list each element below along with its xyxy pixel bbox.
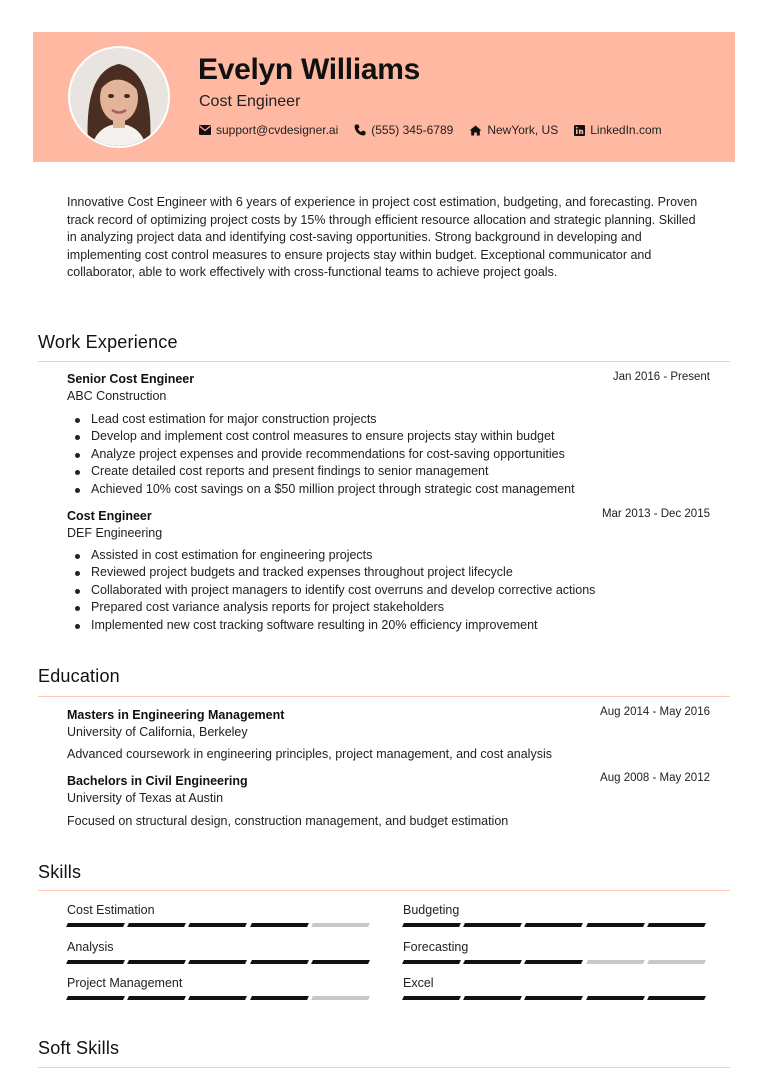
list-item: Develop and implement cost control measures to ensure projects stay within budget bbox=[73, 428, 575, 445]
section-divider bbox=[38, 361, 730, 362]
job-bullets bbox=[73, 547, 595, 634]
skill-label: Forecasting bbox=[403, 940, 469, 954]
skill-level-empty bbox=[311, 996, 370, 1000]
degree-title: Masters in Engineering Management bbox=[67, 708, 285, 722]
skill-label: Budgeting bbox=[403, 903, 460, 917]
skill-level-filled bbox=[647, 923, 706, 927]
list-item: Implemented new cost tracking software resulting in 20% efficiency improvement bbox=[73, 617, 595, 634]
skill-level-filled bbox=[250, 923, 309, 927]
skill-level-empty bbox=[647, 960, 706, 964]
contact-email-text: support@cvdesigner.ai bbox=[216, 123, 339, 137]
contact-phone[interactable] bbox=[354, 123, 453, 137]
skill-level-empty bbox=[586, 960, 645, 964]
section-divider bbox=[38, 890, 730, 891]
skill-level-filled bbox=[524, 996, 583, 1000]
contact-email[interactable] bbox=[199, 123, 338, 137]
linkedin-icon bbox=[574, 125, 585, 136]
section-divider bbox=[38, 696, 730, 697]
skill-level-filled bbox=[524, 923, 583, 927]
job-title: Senior Cost Engineer bbox=[67, 372, 195, 386]
job-dates: Jan 2016 - Present bbox=[612, 371, 710, 383]
skill-level-filled bbox=[127, 996, 186, 1000]
skill-bar bbox=[403, 960, 709, 964]
contact-location bbox=[469, 123, 558, 137]
skill-label: Project Management bbox=[67, 976, 183, 990]
skill-level-filled bbox=[66, 996, 125, 1000]
skill-level-filled bbox=[127, 960, 186, 964]
list-item: Lead cost estimation for major construction projects bbox=[73, 411, 575, 428]
profile-summary: Innovative Cost Engineer with 6 years of experience in project cost estimation, budgeting, and forecasting. Proven track record of optimizing project costs by 15% through efficient resource allocation and strategic planning. Skilled in analyzing project data and identifying cost-saving opportunities. Strong background in developing and implementing cost control measures to ensure projects stay within budget. Exceptional communicator and collaborator, able to work effectively with cross-functional teams to achieve project goals. bbox=[67, 195, 698, 280]
skill-level-filled bbox=[188, 923, 247, 927]
skill-bar bbox=[67, 960, 373, 964]
skill-label: Cost Estimation bbox=[67, 903, 155, 917]
contact-list bbox=[199, 122, 678, 138]
skill-level-filled bbox=[463, 923, 522, 927]
skill-item bbox=[67, 939, 373, 964]
skill-bar bbox=[403, 923, 709, 927]
candidate-title: Cost Engineer bbox=[199, 93, 301, 110]
skill-level-filled bbox=[463, 996, 522, 1000]
list-item: Prepared cost variance analysis reports for project stakeholders bbox=[73, 599, 595, 616]
skill-level-filled bbox=[127, 923, 186, 927]
skill-level-filled bbox=[463, 960, 522, 964]
section-title-skills: Skills bbox=[38, 862, 82, 882]
job-company: ABC Construction bbox=[67, 389, 167, 403]
degree-dates: Aug 2014 - May 2016 bbox=[600, 706, 710, 718]
contact-linkedin-text: LinkedIn.com bbox=[590, 123, 662, 137]
skill-bar bbox=[67, 923, 373, 927]
skill-level-filled bbox=[66, 923, 125, 927]
skill-level-filled bbox=[586, 996, 645, 1000]
job-bullets bbox=[73, 411, 575, 498]
degree-description: Focused on structural design, construction management, and budget estimation bbox=[67, 814, 509, 828]
skill-item bbox=[403, 975, 709, 1000]
skill-level-filled bbox=[250, 996, 309, 1000]
degree-title: Bachelors in Civil Engineering bbox=[67, 774, 248, 788]
job-title: Cost Engineer bbox=[67, 509, 152, 523]
skill-label: Analysis bbox=[67, 940, 114, 954]
contact-linkedin[interactable] bbox=[574, 123, 661, 137]
skill-level-empty bbox=[311, 923, 370, 927]
list-item: Achieved 10% cost savings on a $50 million project through strategic cost management bbox=[73, 481, 575, 498]
contact-location-text: NewYork, US bbox=[487, 123, 559, 137]
skill-level-filled bbox=[402, 923, 461, 927]
candidate-name: Evelyn Williams bbox=[198, 53, 420, 86]
skill-item bbox=[403, 902, 709, 927]
degree-dates: Aug 2008 - May 2012 bbox=[600, 772, 710, 784]
section-divider bbox=[38, 1067, 730, 1068]
skill-level-filled bbox=[250, 960, 309, 964]
job-dates: Mar 2013 - Dec 2015 bbox=[601, 508, 710, 520]
skill-level-filled bbox=[586, 923, 645, 927]
list-item: Create detailed cost reports and present findings to senior management bbox=[73, 463, 575, 480]
envelope-icon bbox=[199, 125, 211, 135]
phone-icon bbox=[354, 124, 366, 136]
skill-level-filled bbox=[188, 960, 247, 964]
school-name: University of California, Berkeley bbox=[67, 725, 248, 739]
skill-item bbox=[67, 902, 373, 927]
section-title-education: Education bbox=[38, 666, 120, 686]
skill-label: Excel bbox=[403, 976, 434, 990]
skill-bar bbox=[403, 996, 709, 1000]
skill-bar bbox=[67, 996, 373, 1000]
list-item: Reviewed project budgets and tracked expenses throughout project lifecycle bbox=[73, 564, 595, 581]
skill-level-filled bbox=[402, 960, 461, 964]
job-company: DEF Engineering bbox=[67, 526, 163, 540]
list-item: Collaborated with project managers to identify cost overruns and develop corrective actions bbox=[73, 582, 595, 599]
skill-level-filled bbox=[647, 996, 706, 1000]
skill-item bbox=[67, 975, 373, 1000]
skill-level-filled bbox=[402, 996, 461, 1000]
school-name: University of Texas at Austin bbox=[67, 791, 224, 805]
skill-level-filled bbox=[66, 960, 125, 964]
contact-phone-text: (555) 345-6789 bbox=[371, 123, 454, 137]
section-title-soft-skills: Soft Skills bbox=[38, 1038, 120, 1058]
portrait-image bbox=[70, 48, 168, 146]
list-item: Analyze project expenses and provide recommendations for cost-saving opportunities bbox=[73, 446, 575, 463]
home-icon bbox=[469, 125, 482, 136]
list-item: Assisted in cost estimation for engineering projects bbox=[73, 547, 595, 564]
skill-level-filled bbox=[188, 996, 247, 1000]
skill-level-filled bbox=[311, 960, 370, 964]
skill-level-filled bbox=[524, 960, 583, 964]
section-title-work: Work Experience bbox=[38, 332, 178, 352]
skill-item bbox=[403, 939, 709, 964]
avatar bbox=[70, 48, 168, 146]
degree-description: Advanced coursework in engineering principles, project management, and cost analysis bbox=[67, 747, 552, 761]
